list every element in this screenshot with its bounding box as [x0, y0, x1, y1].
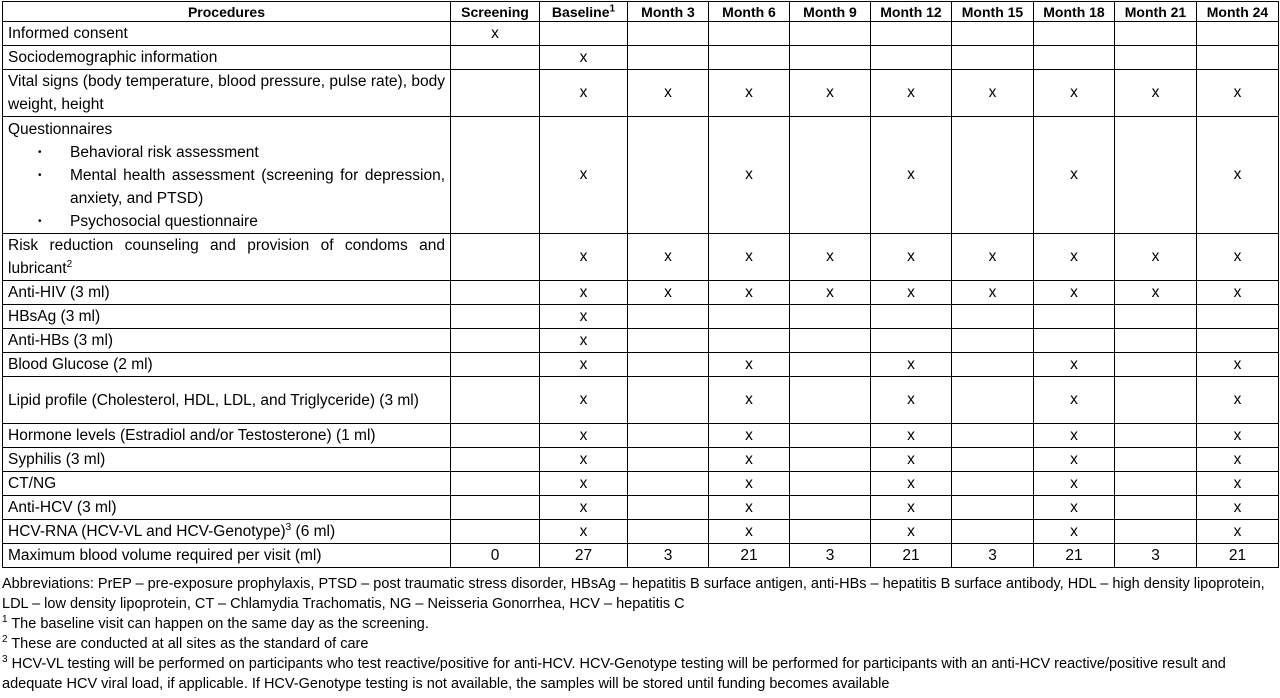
header-month: Month 18	[1034, 2, 1115, 22]
schedule-cell	[790, 520, 871, 544]
schedule-cell: x	[1034, 448, 1115, 472]
schedule-cell: x	[1197, 448, 1279, 472]
schedule-cell: x	[1197, 234, 1279, 281]
schedule-cell	[790, 329, 871, 353]
procedure-label: Anti-HIV (3 ml)	[8, 284, 110, 301]
schedule-cell: x	[540, 281, 628, 305]
schedule-cell: x	[1034, 234, 1115, 281]
schedule-cell	[1115, 329, 1197, 353]
schedule-cell	[1197, 305, 1279, 329]
header-month: Month 24	[1197, 2, 1279, 22]
header-month: Month 12	[871, 2, 952, 22]
schedule-cell: x	[540, 424, 628, 448]
procedure-cell	[3, 22, 451, 46]
schedule-cell: x	[952, 70, 1034, 117]
schedule-cell: x	[871, 424, 952, 448]
schedule-cell: x	[871, 496, 952, 520]
header-screening: Screening	[451, 2, 540, 22]
schedule-cell: x	[1034, 377, 1115, 424]
procedure-cell	[3, 448, 451, 472]
schedule-cell	[451, 329, 540, 353]
schedule-cell: x	[540, 448, 628, 472]
table-row	[3, 472, 1279, 496]
schedule-cell	[1034, 305, 1115, 329]
schedule-cell	[1115, 117, 1197, 234]
schedule-cell: x	[1034, 496, 1115, 520]
schedule-cell: x	[1115, 70, 1197, 117]
schedule-cell	[451, 377, 540, 424]
schedule-cell	[451, 281, 540, 305]
schedule-cell: 27	[540, 544, 628, 568]
schedule-cell	[451, 70, 540, 117]
schedule-cell: 0	[451, 544, 540, 568]
table-row	[3, 496, 1279, 520]
schedule-cell	[628, 472, 709, 496]
schedule-cell: x	[540, 234, 628, 281]
schedule-cell	[1115, 305, 1197, 329]
schedule-cell: x	[540, 70, 628, 117]
schedule-cell: x	[1197, 472, 1279, 496]
questionnaires-title: Questionnaires	[8, 120, 113, 138]
schedule-cell: x	[540, 46, 628, 70]
schedule-cell: x	[871, 472, 952, 496]
schedule-cell: x	[628, 234, 709, 281]
schedule-cell	[451, 448, 540, 472]
table-row	[3, 520, 1279, 544]
procedure-cell	[3, 329, 451, 353]
schedule-cell	[1034, 22, 1115, 46]
schedule-cell: x	[1197, 281, 1279, 305]
footnote-text: HCV-VL testing will be performed on participants who test reactive/positive for anti-HCV. HCV-Genotype testing will be performed for participants with an anti-HCV reactive/positive result and adequate HCV viral load, if applicable. If HCV-Genotype testing is not available, the samples will be stored until funding becomes available	[2, 656, 1226, 692]
questionnaire-item-text: Behavioral risk assessment	[70, 143, 259, 161]
table-row	[3, 377, 1279, 424]
schedule-cell: 21	[871, 544, 952, 568]
footnote-text: These are conducted at all sites as the standard of care	[7, 636, 369, 652]
procedure-cell	[3, 117, 451, 234]
schedule-cell: 21	[1034, 544, 1115, 568]
schedule-cell	[628, 448, 709, 472]
schedule-cell: x	[1034, 472, 1115, 496]
table-row	[3, 234, 1279, 281]
schedule-cell: x	[709, 377, 790, 424]
schedule-cell	[628, 329, 709, 353]
footnote-ref: 1	[609, 2, 616, 14]
schedule-cell: 3	[952, 544, 1034, 568]
procedure-label: Risk reduction counseling and provision of condoms and lubricant	[8, 237, 445, 277]
schedule-cell: 3	[1115, 544, 1197, 568]
schedule-cell	[790, 472, 871, 496]
questionnaire-item-text: Mental health assessment (screening for depression, anxiety, and PTSD)	[70, 166, 445, 207]
schedule-cell: x	[1197, 70, 1279, 117]
schedule-cell: x	[871, 448, 952, 472]
schedule-cell: x	[709, 281, 790, 305]
schedule-cell: 21	[709, 544, 790, 568]
footnote-mark: 1	[2, 614, 8, 626]
schedule-cell	[790, 353, 871, 377]
schedule-cell: x	[790, 281, 871, 305]
header-month: Month 9	[790, 2, 871, 22]
schedule-cell: x	[1034, 117, 1115, 234]
table-row	[3, 424, 1279, 448]
schedule-cell	[1197, 46, 1279, 70]
procedure-label-suffix: (6 ml)	[291, 523, 336, 540]
schedule-cell	[451, 353, 540, 377]
table-row	[3, 46, 1279, 70]
schedule-cell	[1115, 520, 1197, 544]
schedule-cell	[790, 424, 871, 448]
schedule-cell: 3	[790, 544, 871, 568]
schedule-cell	[709, 46, 790, 70]
procedure-label: CT/NG	[8, 475, 57, 492]
schedule-cell: x	[952, 281, 1034, 305]
procedure-label: Anti-HBs (3 ml)	[8, 332, 114, 349]
schedule-cell	[1115, 46, 1197, 70]
schedule-cell: x	[540, 377, 628, 424]
schedule-cell	[628, 353, 709, 377]
table-row	[3, 70, 1279, 117]
footnote-ref: 2	[66, 258, 73, 270]
schedule-cell: x	[1197, 353, 1279, 377]
header-procedures: Procedures	[3, 2, 451, 22]
schedule-cell	[790, 377, 871, 424]
schedule-cell	[628, 496, 709, 520]
schedule-cell	[871, 329, 952, 353]
schedule-cell	[628, 305, 709, 329]
table-row	[3, 353, 1279, 377]
procedure-cell	[3, 281, 451, 305]
schedule-cell: x	[1034, 520, 1115, 544]
schedule-cell	[952, 496, 1034, 520]
footnote	[2, 634, 1274, 654]
schedule-cell: 21	[1197, 544, 1279, 568]
schedule-cell	[790, 117, 871, 234]
bullet-icon: •	[38, 146, 42, 158]
schedule-cell	[1115, 22, 1197, 46]
header-baseline	[540, 2, 628, 22]
schedule-cell: x	[628, 70, 709, 117]
bullet-icon: •	[38, 169, 42, 181]
schedule-cell	[451, 520, 540, 544]
schedule-cell	[628, 46, 709, 70]
schedule-cell	[451, 234, 540, 281]
schedule-cell	[709, 329, 790, 353]
schedule-cell: x	[709, 234, 790, 281]
procedure-cell	[3, 424, 451, 448]
schedule-cell	[871, 305, 952, 329]
schedule-cell: x	[709, 424, 790, 448]
schedule-cell	[451, 496, 540, 520]
questionnaire-list	[8, 141, 445, 233]
questionnaire-item	[8, 141, 445, 164]
schedule-cell	[790, 496, 871, 520]
procedure-cell	[3, 70, 451, 117]
schedule-cell: x	[540, 496, 628, 520]
schedule-cell: x	[871, 281, 952, 305]
schedule-cell: x	[1197, 520, 1279, 544]
schedule-cell: x	[1034, 424, 1115, 448]
schedule-cell: x	[709, 520, 790, 544]
abbreviations-note: Abbreviations: PrEP – pre-exposure prophylaxis, PTSD – post traumatic stress disorder, HBsAg – hepatitis B surface antigen, anti-HBs – hepatitis B surface antibody, HDL – high density lipoprotein, LDL – low density lipoprotein, CT – Chlamydia Trachomatis, NG – Neisseria Gonorrhea, HCV – hepatitis C	[2, 576, 1265, 612]
procedure-label: Blood Glucose (2 ml)	[8, 356, 153, 373]
schedule-cell	[451, 305, 540, 329]
schedule-cell: 3	[628, 544, 709, 568]
header-month: Month 6	[709, 2, 790, 22]
schedule-cell	[1115, 377, 1197, 424]
header-month: Month 15	[952, 2, 1034, 22]
questionnaire-item	[8, 210, 445, 233]
schedule-cell	[451, 46, 540, 70]
table-row	[3, 329, 1279, 353]
schedule-cell: x	[1197, 117, 1279, 234]
schedule-cell	[952, 377, 1034, 424]
schedule-cell	[1115, 496, 1197, 520]
schedule-cell: x	[451, 22, 540, 46]
schedule-cell: x	[709, 117, 790, 234]
schedule-cell: x	[871, 117, 952, 234]
procedure-label: Vital signs (body temperature, blood pressure, pulse rate), body weight, height	[8, 73, 445, 113]
footnote	[2, 654, 1274, 694]
schedule-cell	[952, 353, 1034, 377]
procedure-cell	[3, 472, 451, 496]
schedule-cell	[871, 46, 952, 70]
questionnaire-item-text: Psychosocial questionnaire	[70, 212, 258, 230]
footnote-text: The baseline visit can happen on the same day as the screening.	[7, 616, 429, 632]
schedule-cell	[1034, 46, 1115, 70]
schedule-cell	[709, 22, 790, 46]
schedule-cell: x	[871, 377, 952, 424]
procedure-label: Maximum blood volume required per visit (ml)	[8, 547, 322, 564]
schedule-cell: x	[1197, 496, 1279, 520]
procedure-label: HBsAg (3 ml)	[8, 308, 101, 325]
schedule-cell: x	[871, 520, 952, 544]
schedule-cell: x	[628, 281, 709, 305]
bullet-icon: •	[38, 215, 42, 227]
schedule-cell	[952, 448, 1034, 472]
schedule-cell	[790, 305, 871, 329]
schedule-cell	[952, 520, 1034, 544]
schedule-cell	[540, 22, 628, 46]
schedule-cell: x	[540, 353, 628, 377]
header-row	[3, 2, 1279, 22]
schedule-cell	[790, 46, 871, 70]
table-row	[3, 281, 1279, 305]
schedule-cell: x	[871, 70, 952, 117]
procedure-cell	[3, 544, 451, 568]
footnote	[2, 614, 1274, 634]
schedule-cell: x	[709, 472, 790, 496]
schedule-table	[2, 1, 1279, 568]
schedule-cell	[628, 377, 709, 424]
schedule-cell	[628, 117, 709, 234]
procedure-cell	[3, 234, 451, 281]
procedure-cell	[3, 46, 451, 70]
schedule-cell	[952, 117, 1034, 234]
procedure-cell	[3, 496, 451, 520]
schedule-cell: x	[540, 329, 628, 353]
table-row	[3, 448, 1279, 472]
schedule-cell	[709, 305, 790, 329]
schedule-cell: x	[871, 353, 952, 377]
procedure-label: HCV-RNA (HCV-VL and HCV-Genotype)	[8, 523, 286, 540]
schedule-cell	[871, 22, 952, 46]
table-notes	[2, 574, 1274, 694]
procedure-cell	[3, 305, 451, 329]
schedule-cell: x	[1034, 281, 1115, 305]
schedule-cell	[952, 46, 1034, 70]
schedule-cell: x	[790, 234, 871, 281]
schedule-cell	[1115, 424, 1197, 448]
schedule-cell	[628, 424, 709, 448]
header-baseline-label: Baseline	[551, 3, 610, 20]
schedule-cell	[1115, 472, 1197, 496]
schedule-cell: x	[709, 70, 790, 117]
table-row	[3, 117, 1279, 234]
procedure-label: Syphilis (3 ml)	[8, 451, 106, 468]
table-row	[3, 544, 1279, 568]
schedule-cell: x	[790, 70, 871, 117]
procedure-cell	[3, 520, 451, 544]
procedure-label: Informed consent	[8, 25, 128, 42]
schedule-cell	[451, 424, 540, 448]
schedule-cell	[451, 472, 540, 496]
schedule-cell: x	[540, 305, 628, 329]
schedule-cell: x	[709, 496, 790, 520]
schedule-cell	[1197, 22, 1279, 46]
schedule-cell: x	[1197, 424, 1279, 448]
schedule-cell	[952, 424, 1034, 448]
procedure-label: Lipid profile (Cholesterol, HDL, LDL, and Triglyceride) (3 ml)	[8, 391, 419, 409]
schedule-cell	[790, 22, 871, 46]
schedule-cell: x	[540, 472, 628, 496]
header-month: Month 3	[628, 2, 709, 22]
table-row	[3, 305, 1279, 329]
schedule-cell: x	[1034, 353, 1115, 377]
schedule-cell: x	[1197, 377, 1279, 424]
schedule-cell	[628, 520, 709, 544]
schedule-cell	[1034, 329, 1115, 353]
procedure-label: Hormone levels (Estradiol and/or Testosterone) (1 ml)	[8, 427, 376, 444]
schedule-cell	[952, 305, 1034, 329]
schedule-cell	[1115, 353, 1197, 377]
schedule-cell	[1197, 329, 1279, 353]
schedule-cell: x	[1115, 234, 1197, 281]
schedule-cell: x	[1034, 70, 1115, 117]
schedule-cell: x	[709, 353, 790, 377]
schedule-cell	[952, 472, 1034, 496]
header-month: Month 21	[1115, 2, 1197, 22]
procedure-cell	[3, 353, 451, 377]
schedule-cell	[952, 22, 1034, 46]
schedule-cell: x	[540, 520, 628, 544]
procedure-label: Sociodemographic information	[8, 49, 218, 66]
schedule-cell	[451, 117, 540, 234]
schedule-cell: x	[540, 117, 628, 234]
footnote-mark: 3	[2, 654, 8, 666]
procedure-label: Anti-HCV (3 ml)	[8, 499, 117, 516]
footnote-mark: 2	[2, 634, 8, 646]
schedule-cell	[1115, 448, 1197, 472]
schedule-cell: x	[871, 234, 952, 281]
table-row	[3, 22, 1279, 46]
schedule-cell: x	[709, 448, 790, 472]
schedule-cell	[790, 448, 871, 472]
schedule-cell: x	[952, 234, 1034, 281]
footnote-ref: 3	[285, 521, 292, 533]
schedule-cell	[628, 22, 709, 46]
questionnaire-item	[8, 164, 445, 210]
schedule-cell	[952, 329, 1034, 353]
schedule-cell: x	[1115, 281, 1197, 305]
procedure-cell	[3, 377, 451, 424]
